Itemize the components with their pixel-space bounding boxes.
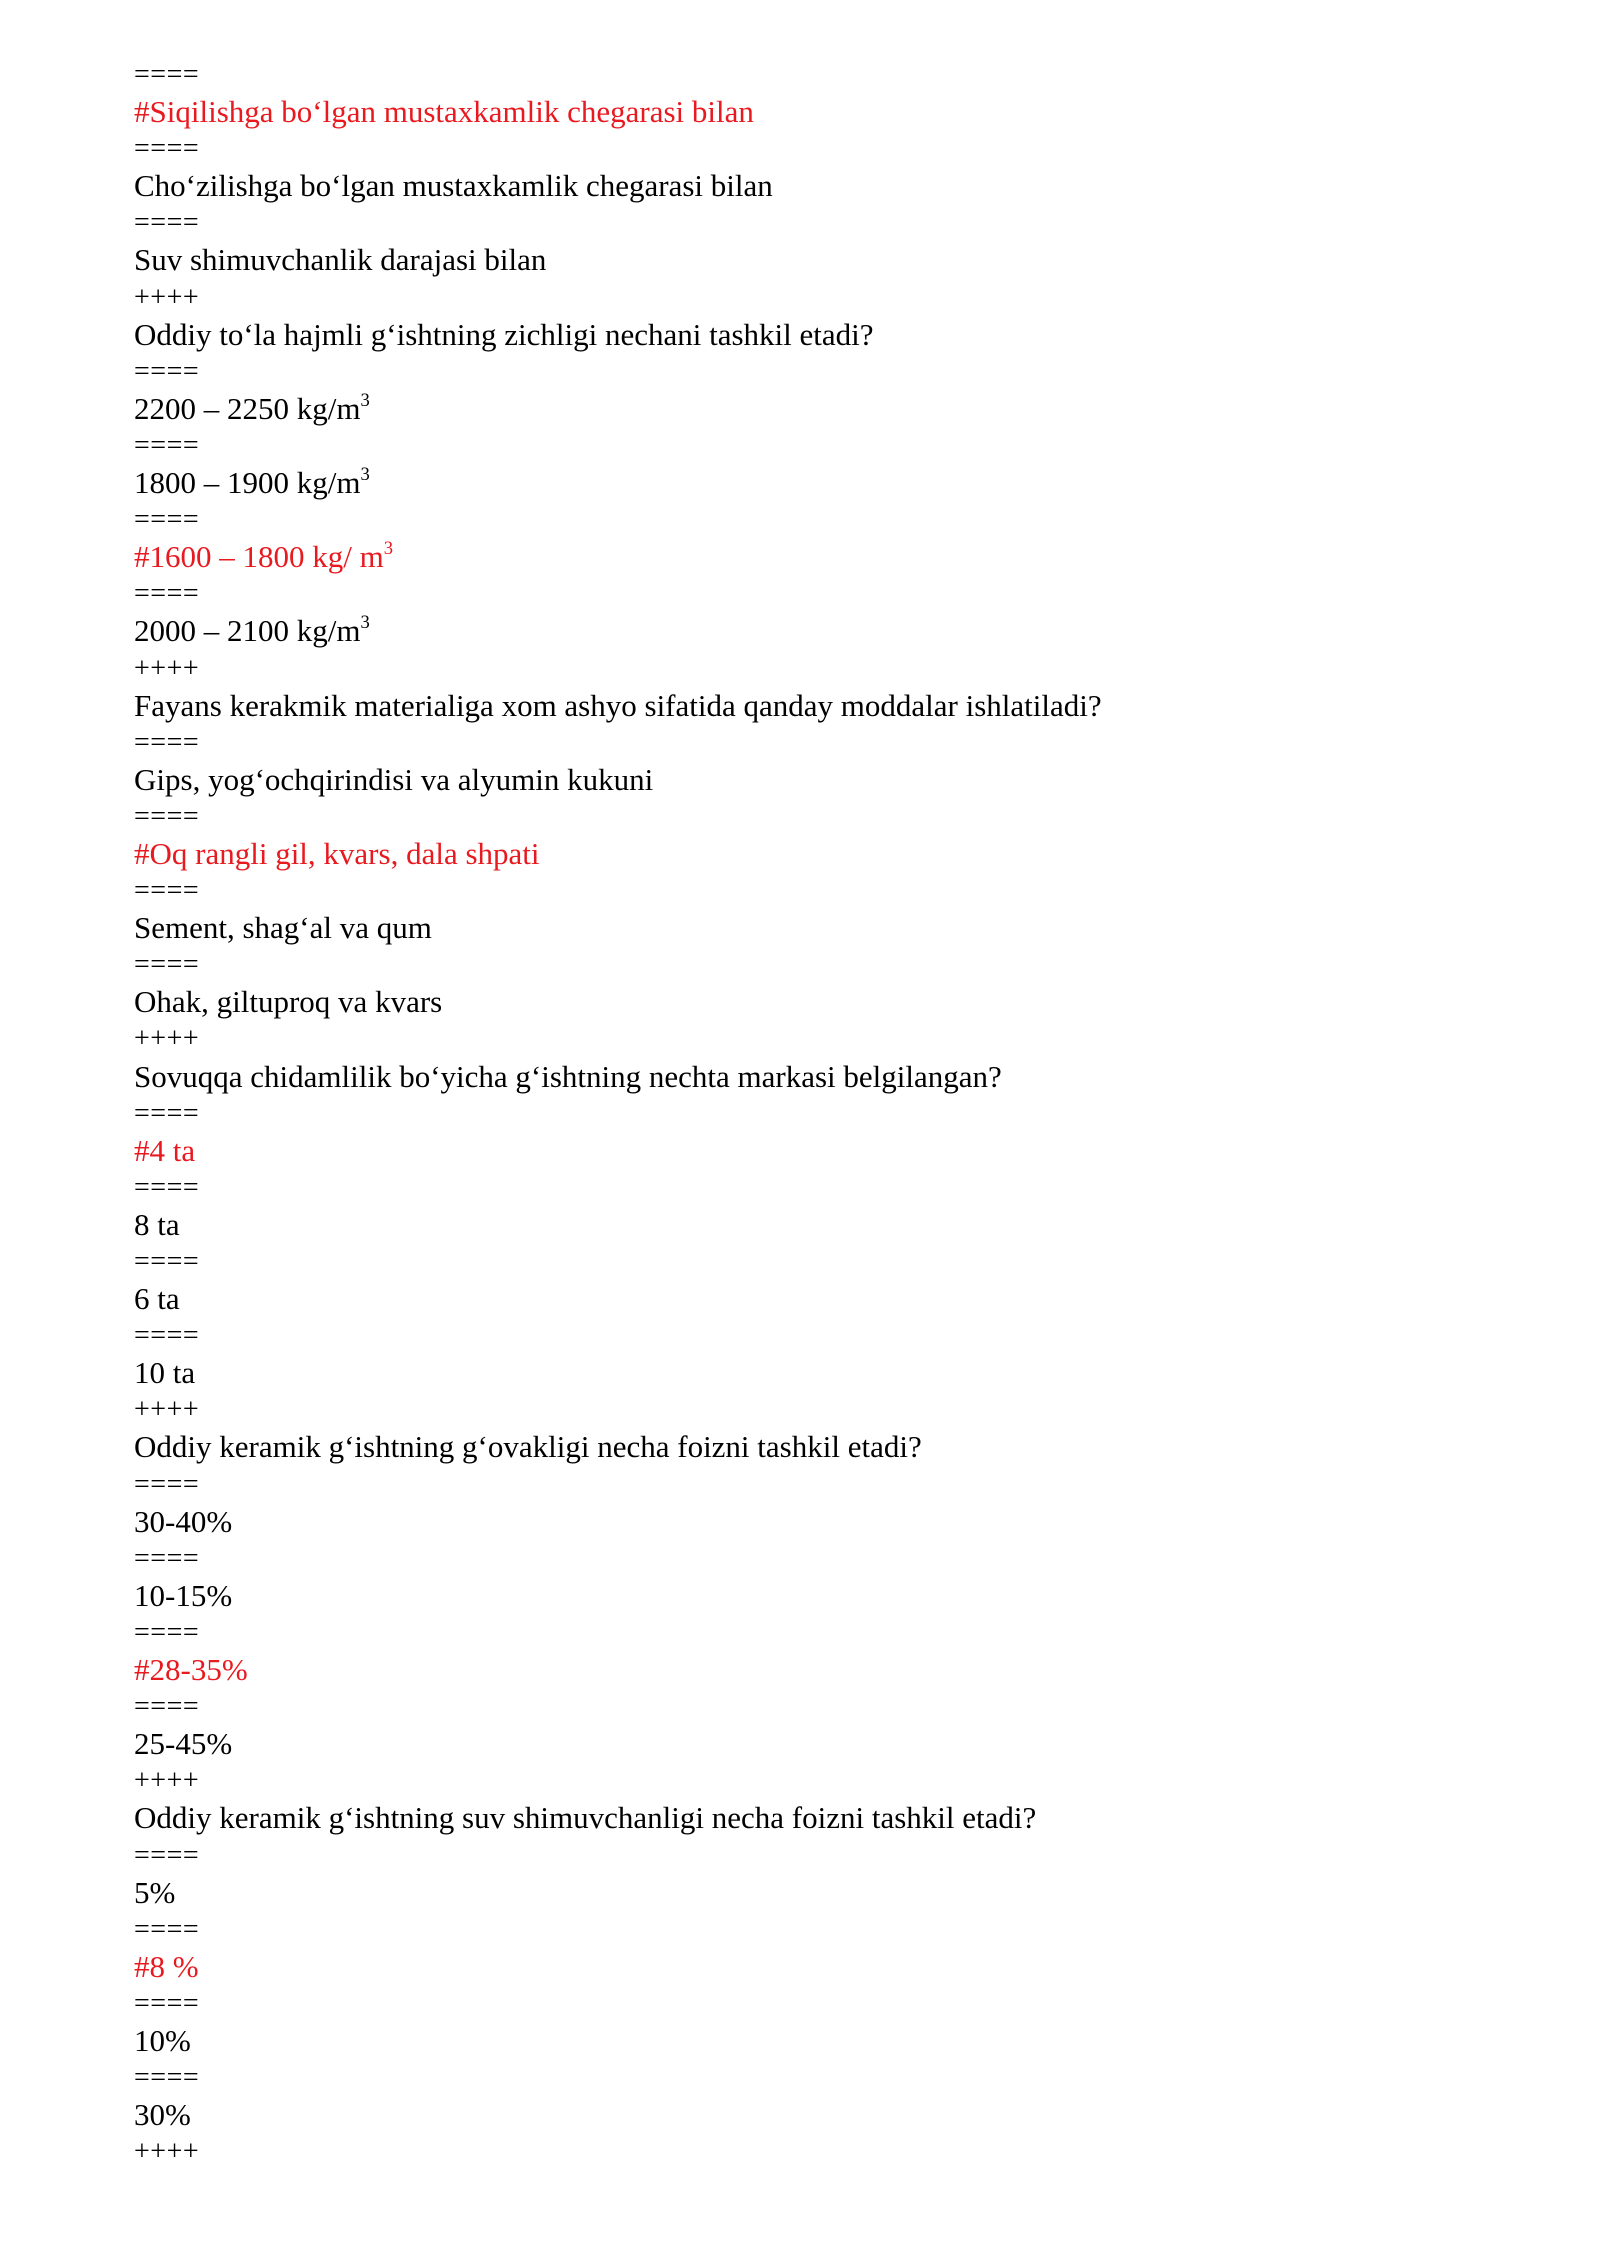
line-text: 30%: [134, 2097, 191, 2133]
line-text: 5%: [134, 1874, 176, 1910]
superscript: 3: [383, 537, 394, 559]
line-text: ====: [134, 1839, 200, 1871]
line-text: Sement, shag‘al va qum: [134, 910, 432, 946]
line-text: ====: [134, 207, 200, 239]
option-separator: [134, 1688, 1534, 1725]
option-separator: [134, 353, 1534, 390]
text-line: [134, 241, 1534, 278]
line-text: 25-45%: [134, 1726, 233, 1762]
line-text: ++++: [134, 1023, 200, 1055]
question-separator: [134, 1391, 1534, 1428]
line-text: ====: [134, 2062, 200, 2094]
question-separator: [134, 279, 1534, 316]
line-text: 2200 – 2250 kg/m: [134, 390, 361, 426]
line-text: 10%: [134, 2022, 191, 2058]
text-line: [134, 1428, 1534, 1465]
option-separator: [134, 575, 1534, 612]
text-line: [134, 316, 1534, 353]
text-line: [134, 1799, 1534, 1836]
text-line: [134, 1577, 1534, 1614]
text-line: [134, 1874, 1534, 1911]
correct-answer-line: [134, 538, 1534, 575]
line-text: ++++: [134, 2136, 200, 2168]
option-separator: [134, 204, 1534, 241]
option-separator: [134, 130, 1534, 167]
question-separator: [134, 1762, 1534, 1799]
option-separator: [134, 427, 1534, 464]
line-text: Oddiy keramik g‘ishtning g‘ovakligi necha foizni tashkil etadi?: [134, 1429, 922, 1465]
question-separator: [134, 1020, 1534, 1057]
superscript: 3: [360, 389, 370, 411]
option-separator: [134, 1317, 1534, 1354]
option-separator: [134, 1985, 1534, 2022]
line-text: ====: [134, 504, 200, 536]
text-line: [134, 983, 1534, 1020]
option-separator: [134, 56, 1534, 93]
line-text: #28-35%: [134, 1652, 248, 1688]
correct-answer-line: [134, 1651, 1534, 1688]
text-line: [134, 612, 1534, 649]
line-text: 30-40%: [134, 1503, 233, 1539]
question-separator: [134, 650, 1534, 687]
line-text: Oddiy to‘la hajmli g‘ishtning zichligi nechani tashkil etadi?: [134, 316, 874, 352]
line-text: #8 %: [134, 1948, 199, 1984]
line-text: 2000 – 2100 kg/m: [134, 613, 361, 649]
line-text: ====: [134, 1171, 200, 1203]
line-text: ====: [134, 1320, 200, 1352]
line-text: ++++: [134, 1765, 200, 1797]
text-line: [134, 1280, 1534, 1317]
option-separator: [134, 501, 1534, 538]
option-separator: [134, 1911, 1534, 1948]
line-text: Cho‘zilishga bo‘lgan mustaxkamlik chegarasi bilan: [134, 168, 773, 204]
document-body: [134, 56, 1534, 2170]
line-text: ====: [134, 1691, 200, 1723]
text-line: [134, 761, 1534, 798]
line-text: ====: [134, 1468, 200, 1500]
line-text: #Siqilishga bo‘lgan mustaxkamlik chegarasi bilan: [134, 94, 754, 130]
text-line: [134, 390, 1534, 427]
line-text: ====: [134, 355, 200, 387]
option-separator: [134, 946, 1534, 983]
option-separator: [134, 1540, 1534, 1577]
line-text: Fayans kerakmik materialiga xom ashyo sifatida qanday moddalar ishlatiladi?: [134, 687, 1102, 723]
option-separator: [134, 724, 1534, 761]
text-line: [134, 687, 1534, 724]
line-text: #Oq rangli gil, kvars, dala shpati: [134, 835, 540, 871]
line-text: #1600 – 1800 kg/ m: [134, 539, 384, 575]
option-separator: [134, 1243, 1534, 1280]
option-separator: [134, 1169, 1534, 1206]
line-text: ====: [134, 59, 200, 90]
text-line: [134, 2022, 1534, 2059]
line-text: Ohak, giltuproq va kvars: [134, 984, 443, 1020]
text-line: [134, 1354, 1534, 1391]
line-text: ====: [134, 949, 200, 981]
line-text: Sovuqqa chidamlilik bo‘yicha g‘ishtning nechta markasi belgilangan?: [134, 1058, 1002, 1094]
line-text: ====: [134, 726, 200, 758]
option-separator: [134, 872, 1534, 909]
text-line: [134, 1206, 1534, 1243]
line-text: 10 ta: [134, 1355, 196, 1391]
option-separator: [134, 1614, 1534, 1651]
correct-answer-line: [134, 1132, 1534, 1169]
superscript: 3: [360, 612, 370, 634]
text-line: [134, 1725, 1534, 1762]
text-line: [134, 464, 1534, 501]
option-separator: [134, 1466, 1534, 1503]
line-text: ====: [134, 1913, 200, 1945]
line-text: ====: [134, 1097, 200, 1129]
line-text: ====: [134, 429, 200, 461]
line-text: ====: [134, 133, 200, 165]
question-separator: [134, 2133, 1534, 2170]
line-text: ++++: [134, 1394, 200, 1426]
line-text: ++++: [134, 652, 200, 684]
line-text: ====: [134, 1987, 200, 2019]
superscript: 3: [360, 463, 370, 485]
correct-answer-line: [134, 1948, 1534, 1985]
text-line: [134, 167, 1534, 204]
option-separator: [134, 2059, 1534, 2096]
line-text: 1800 – 1900 kg/m: [134, 465, 361, 501]
text-line: [134, 1503, 1534, 1540]
line-text: ====: [134, 1246, 200, 1277]
line-text: Suv shimuvchanlik darajasi bilan: [134, 242, 547, 278]
text-line: [134, 909, 1534, 946]
correct-answer-line: [134, 835, 1534, 872]
line-text: ====: [134, 800, 200, 832]
line-text: 10-15%: [134, 1577, 233, 1613]
line-text: 6 ta: [134, 1281, 180, 1317]
line-text: 8 ta: [134, 1206, 180, 1242]
line-text: Oddiy keramik g‘ishtning suv shimuvchanligi necha foizni tashkil etadi?: [134, 1800, 1037, 1836]
text-line: [134, 1058, 1534, 1095]
line-text: ====: [134, 1616, 200, 1648]
option-separator: [134, 1095, 1534, 1132]
line-text: ====: [134, 578, 200, 610]
correct-answer-line: [134, 93, 1534, 130]
line-text: ++++: [134, 281, 200, 313]
line-text: ====: [134, 875, 200, 907]
line-text: ====: [134, 1542, 200, 1574]
text-line: [134, 2096, 1534, 2133]
option-separator: [134, 798, 1534, 835]
option-separator: [134, 1837, 1534, 1874]
line-text: Gips, yog‘ochqirindisi va alyumin kukuni: [134, 761, 654, 797]
line-text: #4 ta: [134, 1132, 196, 1168]
